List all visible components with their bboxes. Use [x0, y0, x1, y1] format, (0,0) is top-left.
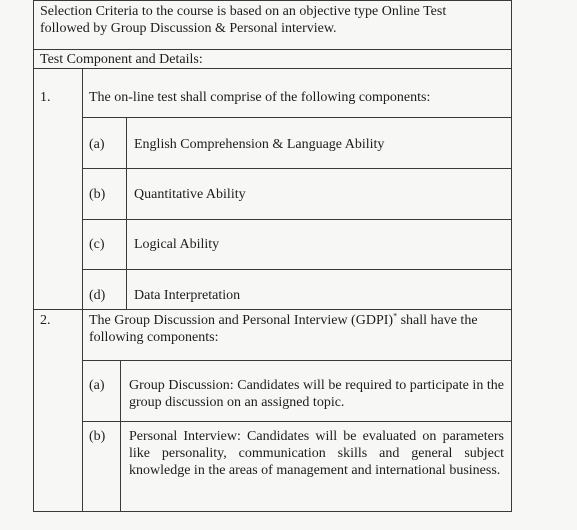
rule-right [511, 0, 512, 512]
s1-item-a-text: English Comprehension & Language Ability [134, 137, 385, 152]
s1-item-d-label: (d) [89, 288, 106, 303]
rule-left [33, 0, 34, 512]
rule-section-divider [33, 309, 512, 310]
rule-after-criteria [33, 49, 512, 50]
s2-item-a-text: Group Discussion: Candidates will be required to participate in the group discussion on an assigned topic. [129, 378, 504, 410]
s2-item-b-label: (b) [89, 429, 106, 444]
section-1-number: 1. [40, 90, 51, 105]
rule-s1-b [82, 219, 512, 220]
s1-item-c-text: Logical Ability [134, 237, 220, 252]
s1-item-b-text: Quantitative Ability [134, 187, 246, 202]
rule-s1-number-col [82, 68, 83, 310]
s2-item-a-label: (a) [89, 378, 105, 393]
rule-s2-number-col [82, 309, 83, 512]
s1-item-b-label: (b) [89, 187, 106, 202]
section-1-intro: The on-line test shall comprise of the following components: [89, 90, 431, 105]
test-component-heading: Test Component and Details: [40, 52, 203, 67]
section-2-intro-line-1 [89, 312, 478, 329]
footnote-marker: * [393, 311, 398, 321]
selection-criteria-line-2: followed by Group Discussion & Personal interview. [40, 21, 337, 36]
rule-s1-intro [82, 117, 512, 118]
rule-top [33, 0, 512, 1]
s1-item-c-label: (c) [89, 237, 105, 252]
selection-criteria-line-1: Selection Criteria to the course is based on an objective type Online Test [40, 4, 447, 19]
section-2-intro-pre: The Group Discussion and Personal Interview (GDPI) [89, 313, 394, 328]
section-2-number: 2. [40, 313, 51, 328]
rule-bottom [33, 511, 512, 512]
section-2-intro-line-2: following components: [89, 330, 219, 345]
rule-s1-a [82, 168, 512, 169]
rule-s2-intro [82, 360, 512, 361]
rule-s1-label-col [126, 117, 127, 310]
s2-item-b-text: Personal Interview: Candidates will be evaluated on parameters like personality, communication skills and general subject knowledge in the areas of management and international business. [129, 429, 504, 478]
rule-s1-c [82, 269, 512, 270]
rule-s2-a [82, 421, 512, 422]
rule-s2-label-col [120, 360, 121, 512]
rule-after-heading [33, 68, 512, 69]
s1-item-a-label: (a) [89, 137, 105, 152]
section-2-intro-post: shall have the [397, 313, 478, 328]
s1-item-d-text: Data Interpretation [134, 288, 241, 303]
